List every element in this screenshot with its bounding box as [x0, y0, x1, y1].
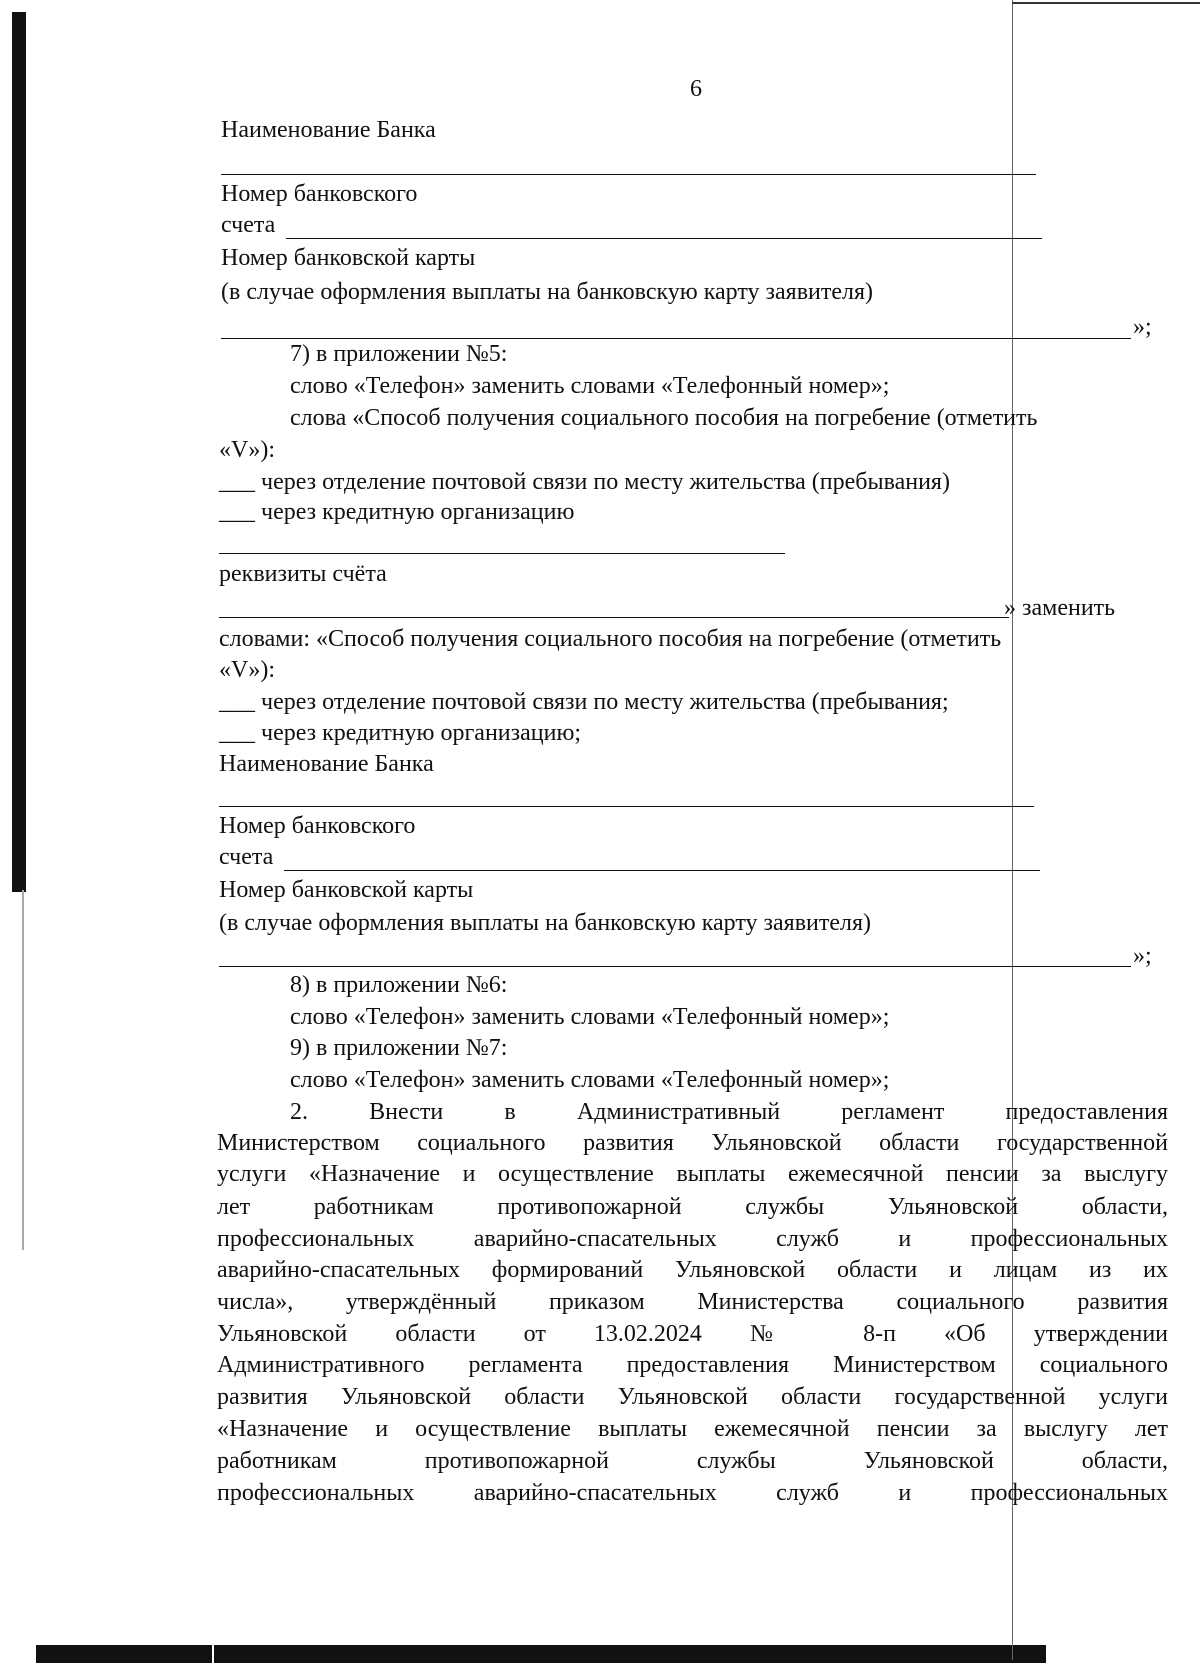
para2-line-5: профессиональных аварийно-спасательных служб и профессиональных: [217, 1226, 1168, 1252]
account-line: [286, 238, 1042, 239]
scan-edge-left: [12, 12, 26, 892]
item7-words-new: словами: «Способ получения социального пособия на погребение (отметить: [219, 626, 1002, 652]
item7-requisites-line: [219, 617, 1009, 618]
item7-bank-name-label: Наименование Банка: [219, 751, 434, 777]
para2-line-13: профессиональных аварийно-спасательных служб и профессиональных: [217, 1480, 1168, 1506]
item7-phone-replace: слово «Телефон» заменить словами «Телефонный номер»;: [290, 373, 890, 399]
para2-line-6: аварийно-спасательных формирований Ульяновской области и лицам из их: [217, 1257, 1168, 1283]
para2-line-3: услуги «Назначение и осуществление выплаты ежемесячной пенсии за выслугу: [217, 1161, 1168, 1187]
item7-heading: 7) в приложении №5:: [290, 341, 508, 367]
card-line: [221, 338, 1131, 339]
item7-account-label: Номер банковского: [219, 813, 416, 839]
scan-edge-gap: [212, 1645, 214, 1663]
item9-phone-replace: слово «Телефон» заменить словами «Телефонный номер»;: [290, 1067, 890, 1093]
closing-quote: »;: [1133, 314, 1152, 340]
para2-line-11: «Назначение и осуществление выплаты ежемесячной пенсии за выслугу лет: [217, 1416, 1168, 1442]
scan-fold-line: [1012, 0, 1013, 1660]
item7-option-credit: ___ через кредитную организацию: [219, 499, 575, 525]
card-label: Номер банковской карты: [221, 245, 476, 271]
para2-line-12: работникам противопожарной службы Ульяновской области,: [217, 1448, 1168, 1474]
item7-card-note: (в случае оформления выплаты на банковскую карту заявителя): [219, 910, 872, 936]
item7-option-credit2: ___ через кредитную организацию;: [219, 720, 582, 746]
para2-line-1: 2. Внести в Административный регламент предоставления: [290, 1099, 1168, 1125]
para2-line-9: Административного регламента предоставления Министерством социального: [217, 1352, 1168, 1378]
item7-replace-with: » заменить: [1004, 595, 1116, 621]
bank-name-line: [221, 174, 1036, 175]
scan-edge-bottom: [36, 1645, 1046, 1663]
account-label: Номер банковского: [221, 181, 418, 207]
scan-edge-left-thin: [22, 890, 24, 1250]
item7-card-line: [219, 966, 1131, 967]
item7-bank-name-line: [219, 806, 1034, 807]
item7-words-start: слова «Способ получения социального пособия на погребение (отметить: [290, 405, 1038, 431]
item7-option-post: ___ через отделение почтовой связи по месту жительства (пребывания): [219, 469, 950, 495]
item9-heading: 9) в приложении №7:: [290, 1035, 508, 1061]
para2-line-7: числа», утверждённый приказом Министерства социального развития: [217, 1289, 1168, 1315]
card-note: (в случае оформления выплаты на банковскую карту заявителя): [221, 279, 874, 305]
item8-phone-replace: слово «Телефон» заменить словами «Телефонный номер»;: [290, 1004, 890, 1030]
page-number: 6: [690, 76, 702, 102]
para2-line-2: Министерством социального развития Ульяновской области государственной: [217, 1130, 1168, 1156]
item7-option-post2: ___ через отделение почтовой связи по месту жительства (пребывания;: [219, 689, 949, 715]
item7-blank-line: [219, 553, 785, 554]
account-label-cont: счета: [221, 212, 276, 238]
para2-line-4: лет работникам противопожарной службы Ульяновской области,: [217, 1194, 1168, 1220]
item7-v-mark: «V»):: [219, 437, 275, 463]
item7-account-label-cont: счета: [219, 844, 274, 870]
bank-name-label: Наименование Банка: [221, 117, 436, 143]
item7-card-label: Номер банковской карты: [219, 877, 474, 903]
item8-heading: 8) в приложении №6:: [290, 972, 508, 998]
item7-closing-quote: »;: [1133, 943, 1152, 969]
para2-line-10: развития Ульяновской области Ульяновской области государственной услуги: [217, 1384, 1168, 1410]
scan-edge-top: [1012, 2, 1200, 4]
item7-v-mark2: «V»):: [219, 657, 275, 683]
item7-requisites: реквизиты счёта: [219, 561, 387, 587]
para2-line-8: Ульяновской области от 13.02.2024 № 8-п «Об утверждении: [217, 1321, 1168, 1347]
item7-account-line: [284, 870, 1040, 871]
